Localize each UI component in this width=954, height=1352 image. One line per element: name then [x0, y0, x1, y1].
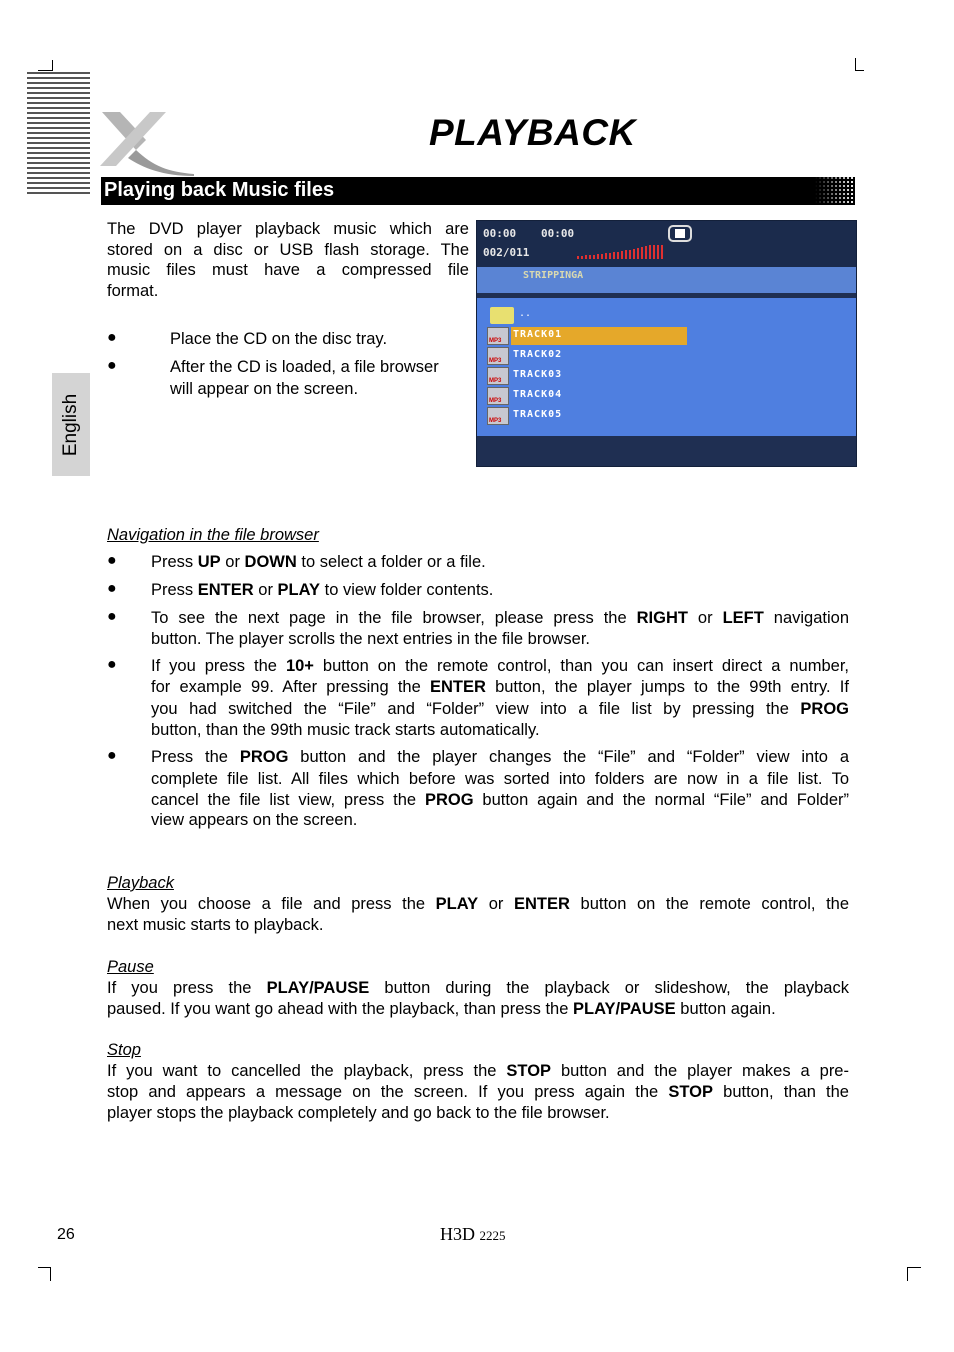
bold-keyword: UP — [197, 553, 221, 571]
language-side-tab — [52, 373, 90, 476]
list-item-track02[interactable] — [487, 347, 687, 365]
pause-line-2 — [107, 999, 776, 1020]
intro-bullet-1: Place the CD on the disc tray. — [170, 330, 388, 348]
nav-bullet-3-line-1 — [151, 608, 849, 629]
nav-bullet-3-line-2 — [151, 629, 590, 650]
page-number: 26 — [57, 1226, 75, 1243]
music-file-icon — [487, 387, 509, 405]
track-name: TRACK02 — [513, 349, 563, 360]
section-title: Playing back Music files — [104, 179, 335, 201]
bullet-dot: ● — [107, 357, 117, 374]
bold-keyword: PLAY — [277, 581, 321, 599]
stop-line-1 — [107, 1061, 849, 1082]
bold-keyword: PLAY/PAUSE — [266, 979, 370, 997]
bullet-dot: ● — [107, 656, 117, 673]
text-run: button on the remote control, the — [569, 895, 850, 913]
text-run: Press — [151, 553, 198, 571]
text-run: or — [478, 895, 515, 913]
intro-line-1: The DVD player playback music which are — [107, 220, 469, 238]
stop-line-3 — [107, 1103, 610, 1124]
list-item-track01[interactable] — [487, 327, 687, 345]
nav-bullet-1 — [151, 552, 486, 573]
nav-bullet-5-line-2 — [151, 769, 849, 790]
bold-keyword: PROG — [424, 791, 474, 809]
nav-bullet-5-line-4 — [151, 810, 357, 831]
text-run: view appears on the screen. — [151, 811, 358, 829]
nav-bullet-4-line-3 — [151, 699, 849, 720]
text-run: to select a folder or a file. — [296, 553, 486, 571]
track-name: TRACK03 — [513, 369, 563, 380]
music-file-icon — [487, 347, 509, 365]
text-run: button again and the normal “File” and Folder” — [473, 791, 849, 809]
screen-bottom-bar — [477, 436, 856, 467]
text-run: button and the player makes a pre- — [551, 1062, 849, 1080]
text-run: for example 99. After pressing the — [151, 678, 430, 696]
bullet-dot: ● — [107, 552, 117, 569]
bullet-dot: ● — [107, 608, 117, 625]
nav-bullet-5-line-1 — [151, 747, 849, 768]
text-run: button, than the — [713, 1083, 849, 1101]
bold-keyword: ENTER — [514, 895, 570, 913]
track-counter: 002/011 — [483, 246, 530, 259]
stop-state-icon — [668, 225, 692, 242]
model-mid: 3D — [453, 1224, 475, 1244]
track-name: TRACK05 — [513, 409, 563, 420]
bold-keyword: PLAY — [435, 895, 479, 913]
text-run: Press the — [151, 748, 240, 766]
text-run: button again. — [675, 1000, 776, 1018]
text-run: button, the player jumps to the 99th entry. If — [485, 678, 849, 696]
text-run: button on the remote control, than you can insert direct a number, — [313, 657, 849, 675]
screen-status-area — [477, 221, 856, 267]
music-file-icon — [487, 327, 509, 345]
model-number: 2225 — [479, 1228, 506, 1243]
folder-icon — [490, 307, 514, 324]
bold-keyword: ENTER — [429, 678, 486, 696]
bullet-dot: ● — [107, 329, 117, 346]
language-label: English — [60, 393, 81, 456]
text-run: complete file list. All files which before was sorted into folders are now in a file list. To — [151, 770, 849, 788]
crop-mark-bottom-right — [907, 1267, 921, 1281]
brand-logo — [98, 108, 198, 178]
section-bar-dot-pattern — [815, 177, 855, 205]
time-elapsed: 00:00 — [483, 227, 517, 240]
stop-heading: Stop — [107, 1041, 141, 1059]
text-run: If you press the — [107, 979, 267, 997]
text-run: button. The player scrolls the next entries in the file browser. — [151, 630, 591, 648]
crop-mark-top-right — [855, 58, 864, 71]
nav-bullet-4-line-2 — [151, 677, 849, 698]
bullet-dot: ● — [107, 580, 117, 597]
nav-bullet-4-line-1 — [151, 656, 849, 677]
text-run: paused. If you want go ahead with the playback, than press the — [107, 1000, 573, 1018]
bold-keyword: RIGHT — [636, 609, 688, 627]
model-prefix: H — [440, 1224, 453, 1244]
text-run: button and the player changes the “File” and “Folder” view into a — [288, 748, 849, 766]
page-title: PLAYBACK — [429, 112, 636, 153]
volume-meter-icon — [577, 245, 665, 259]
crop-mark-bottom-left — [38, 1267, 51, 1281]
parent-folder-label: .. — [519, 308, 532, 319]
text-run: stop and appears a message on the screen. If you press again the — [107, 1083, 669, 1101]
pause-heading: Pause — [107, 958, 154, 976]
list-item-track04[interactable] — [487, 387, 687, 405]
text-run: or — [687, 609, 723, 627]
intro-line-2: stored on a disc or USB flash storage. The — [107, 241, 469, 259]
text-run: To see the next page in the file browser, please press the — [151, 609, 637, 627]
bold-keyword: PROG — [800, 700, 849, 718]
intro-line-4: format. — [107, 282, 159, 300]
bold-keyword: ENTER — [197, 581, 254, 599]
bold-keyword: LEFT — [722, 609, 764, 627]
time-total: 00:00 — [541, 227, 575, 240]
list-item-track05[interactable] — [487, 407, 687, 425]
file-browser-screenshot — [476, 220, 857, 467]
text-run: button during the playback or slideshow, the playback — [369, 979, 849, 997]
crop-mark-top-left — [38, 60, 53, 71]
text-run: cancel the file list view, press the — [151, 791, 425, 809]
text-run: navigation — [763, 609, 850, 627]
bold-keyword: STOP — [668, 1083, 713, 1101]
header-stripes — [27, 72, 90, 199]
text-run: button, than the 99th music track starts automatically. — [151, 721, 540, 739]
section-header-bar — [101, 177, 855, 205]
text-run: player stops the playback completely and go back to the file browser. — [107, 1104, 610, 1122]
nav-bullet-4-line-4 — [151, 720, 540, 741]
playback-line-1 — [107, 894, 849, 915]
text-run: If you press the — [151, 657, 286, 675]
text-run: or — [253, 581, 278, 599]
playback-heading: Playback — [107, 874, 174, 892]
bold-keyword: 10+ — [285, 657, 314, 675]
text-run: to view folder contents. — [320, 581, 494, 599]
text-run: When you choose a file and press the — [107, 895, 436, 913]
track-name: TRACK01 — [513, 329, 563, 340]
text-run: or — [220, 553, 245, 571]
music-file-icon — [487, 407, 509, 425]
nav-bullet-2 — [151, 580, 493, 601]
music-file-icon — [487, 367, 509, 385]
text-run: If you want to cancelled the playback, press the — [107, 1062, 507, 1080]
nav-bullet-5-line-3 — [151, 790, 849, 811]
pause-line-1 — [107, 978, 849, 999]
bold-keyword: DOWN — [244, 553, 297, 571]
navigation-heading: Navigation in the file browser — [107, 526, 319, 544]
bold-keyword: PLAY/PAUSE — [572, 1000, 676, 1018]
track-name: TRACK04 — [513, 389, 563, 400]
bold-keyword: PROG — [239, 748, 289, 766]
text-run: you had switched the “File” and “Folder” view into a file list by pressing the — [151, 700, 801, 718]
intro-bullet-2-line-1: After the CD is loaded, a file browser — [170, 358, 439, 376]
intro-bullet-2-line-2: will appear on the screen. — [170, 380, 359, 398]
list-item-track03[interactable] — [487, 367, 687, 385]
model-name — [440, 1224, 506, 1245]
intro-line-3: music files must have a compressed file — [107, 261, 469, 279]
bold-keyword: STOP — [506, 1062, 552, 1080]
folder-path: STRIPPINGA — [523, 270, 584, 281]
stop-line-2 — [107, 1082, 849, 1103]
text-run: Press — [151, 581, 198, 599]
text-run: next music starts to playback. — [107, 916, 324, 934]
playback-line-2 — [107, 915, 323, 936]
bullet-dot: ● — [107, 747, 117, 764]
